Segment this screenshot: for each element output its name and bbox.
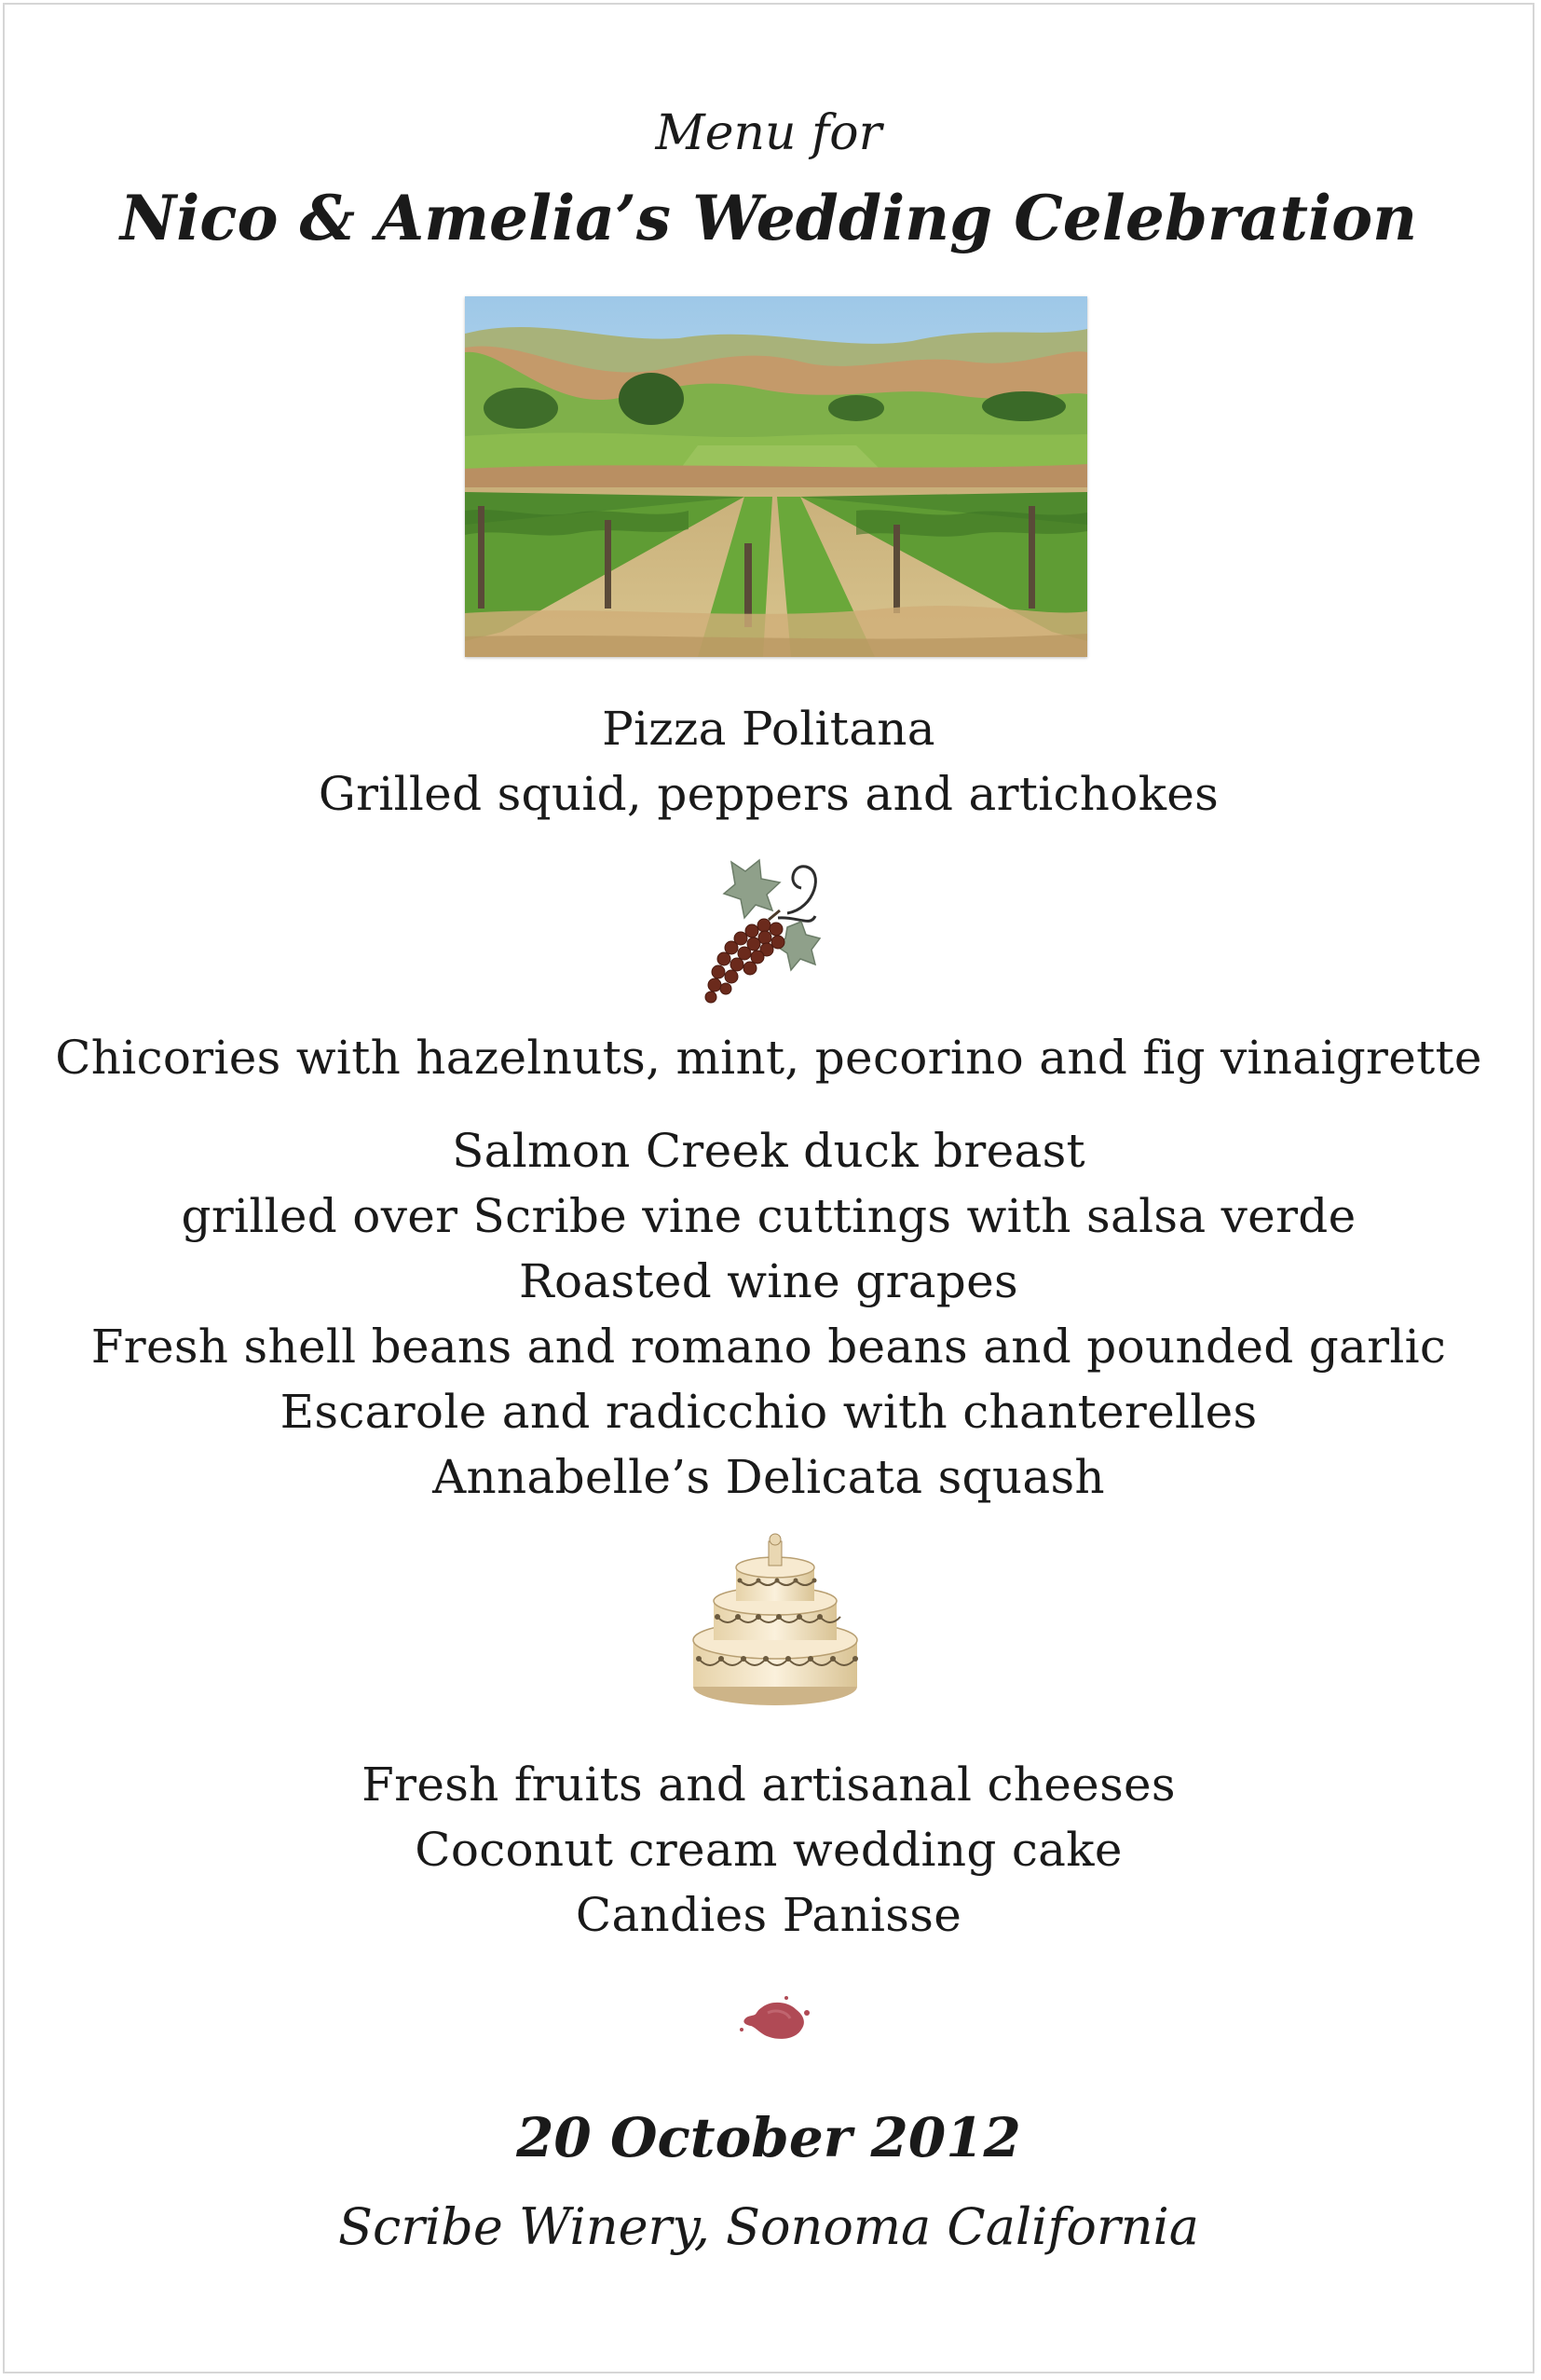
menu-item: Roasted wine grapes	[519, 1254, 1018, 1308]
menu-for-label: Menu for	[655, 105, 882, 161]
course-dessert	[5, 1752, 1533, 1948]
menu-item: Fresh shell beans and romano beans and pounded garlic	[90, 1320, 1447, 1374]
page-title: Nico & Amelia’s Wedding Celebration	[119, 182, 1418, 254]
grape-cluster-icon	[675, 843, 862, 1011]
vineyard-painting	[465, 296, 1087, 657]
menu-item: Coconut cream wedding cake	[415, 1823, 1123, 1877]
menu-item: Salmon Creek duck breast	[452, 1124, 1085, 1178]
menu-item: Chicories with hazelnuts, mint, pecorino and fig vinaigrette	[55, 1031, 1482, 1085]
menu-item: Annabelle’s Delicata squash	[432, 1450, 1105, 1504]
menu-item: Candies Panisse	[575, 1888, 962, 1942]
event-date: 20 October 2012	[516, 2106, 1021, 2169]
menu-item: Escarole and radicchio with chanterelles	[280, 1385, 1258, 1439]
menu-item: Fresh fruits and artisanal cheeses	[361, 1758, 1176, 1812]
course-appetizers	[5, 696, 1533, 827]
wedding-cake-icon	[689, 1528, 862, 1715]
event-venue: Scribe Winery, Sonoma California	[337, 2197, 1199, 2256]
menu-item: Grilled squid, peppers and artichokes	[318, 767, 1220, 821]
course-salad	[5, 1025, 1533, 1090]
menu-item: Pizza Politana	[602, 702, 935, 756]
menu-item: grilled over Scribe vine cuttings with salsa verde	[181, 1189, 1357, 1243]
menu-card	[3, 3, 1534, 2373]
wine-stain-icon	[736, 1994, 814, 2046]
course-main	[5, 1118, 1533, 1510]
